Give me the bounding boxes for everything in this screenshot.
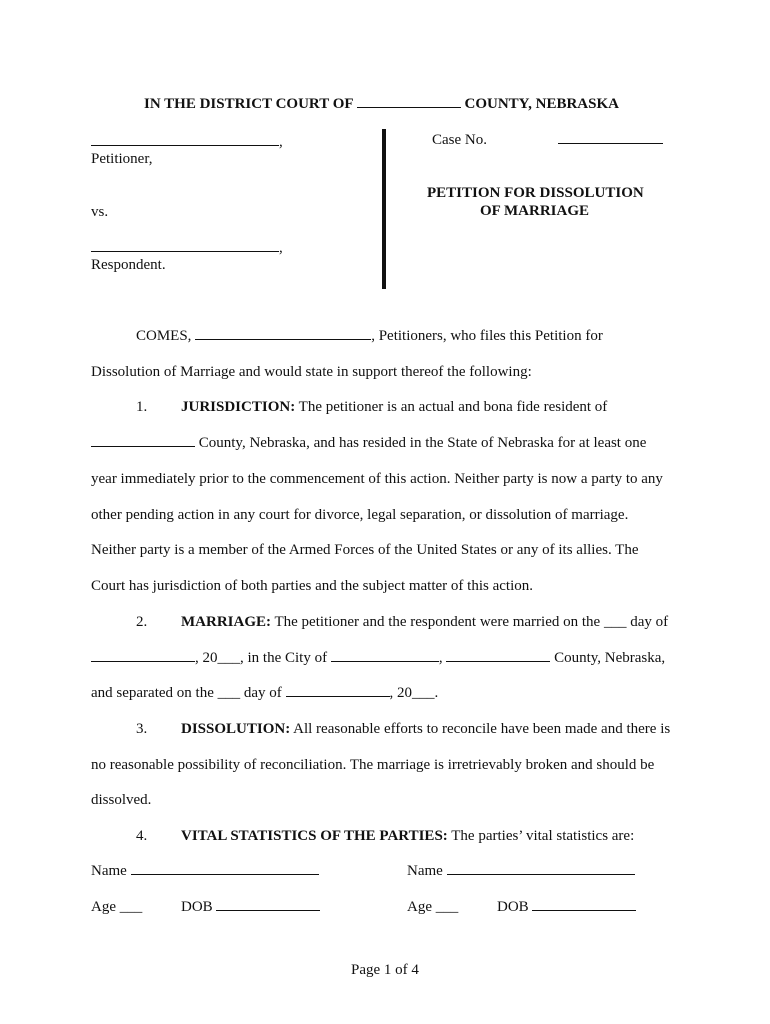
- court-header-prefix: IN THE DISTRICT COURT OF: [144, 96, 353, 112]
- party2-name-blank: [447, 862, 635, 875]
- petitioner-label: Petitioner,: [91, 151, 153, 167]
- party2-dob: DOB: [497, 898, 636, 916]
- court-header-suffix: COUNTY, NEBRASKA: [464, 96, 619, 112]
- section3-number: 3.: [136, 721, 148, 737]
- intro-line-1: COMES, , Petitioners, who files this Petition for: [136, 328, 603, 344]
- section1-line-5: Neither party is a member of the Armed Forces of the United States or any of its allies. The: [91, 542, 639, 558]
- section2-heading: MARRIAGE:: [181, 614, 271, 630]
- section1-line-4: other pending action in any court for divorce, legal separation, or dissolution of marriage.: [91, 507, 629, 523]
- section1-number: 1.: [136, 399, 148, 415]
- document-title-line2: OF MARRIAGE: [480, 203, 590, 219]
- section1-line-3: year immediately prior to the commencement of this action. Neither party is now a party to any: [91, 471, 663, 487]
- party1-dob: DOB: [181, 898, 320, 916]
- marriage-county-blank: [446, 649, 550, 662]
- marriage-city-blank: [331, 649, 439, 662]
- party1-age: Age ___: [91, 899, 143, 915]
- section4-heading-line: VITAL STATISTICS OF THE PARTIES: The parties’ vital statistics are:: [181, 828, 635, 844]
- section4-heading: VITAL STATISTICS OF THE PARTIES:: [181, 828, 448, 844]
- section2-heading-line: MARRIAGE: The petitioner and the respondent were married on the ___ day of: [181, 614, 669, 630]
- section1-line-6: Court has jurisdiction of both parties and the subject matter of this action.: [91, 578, 533, 594]
- section3-line-2: no reasonable possibility of reconciliation. The marriage is irretrievably broken and should be: [91, 757, 655, 773]
- case-no-label: Case No.: [432, 132, 487, 148]
- section2-number: 2.: [136, 614, 148, 630]
- case-number-blank: [558, 131, 663, 149]
- intro-line-2: Dissolution of Marriage and would state in support thereof the following:: [91, 364, 532, 380]
- party2-name: Name: [407, 862, 635, 880]
- separation-month-blank: [286, 684, 390, 697]
- case-number: [432, 131, 487, 149]
- petitioner-name-line: ,: [91, 133, 283, 151]
- section1-line-2: County, Nebraska, and has resided in the State of Nebraska for at least one: [91, 434, 646, 452]
- section4-number: 4.: [136, 828, 148, 844]
- marriage-month-blank: [91, 649, 195, 662]
- party1-name-blank: [131, 862, 319, 875]
- party2-age: Age ___: [407, 899, 459, 915]
- page-number: Page 1 of 4: [351, 962, 419, 978]
- party2-dob-blank: [532, 898, 636, 911]
- respondent-name-line: ,: [91, 239, 283, 257]
- section3-heading-line: DISSOLUTION: All reasonable efforts to reconcile have been made and there is: [181, 721, 671, 737]
- comes-name-blank: [195, 327, 371, 340]
- respondent-name-blank: [91, 239, 279, 252]
- petitioner-name-blank: [91, 133, 279, 146]
- party1-dob-blank: [216, 898, 320, 911]
- document-title-line1: PETITION FOR DISSOLUTION: [427, 185, 644, 201]
- caption-divider: [382, 129, 386, 289]
- vs-label: vs.: [91, 204, 109, 220]
- respondent-label: Respondent.: [91, 257, 166, 273]
- section3-line-3: dissolved.: [91, 792, 152, 808]
- county-blank: [357, 95, 461, 108]
- residence-county-blank: [91, 434, 195, 447]
- section2-line-2: , 20___, in the City of , County, Nebraska,: [91, 649, 665, 667]
- party1-name: Name: [91, 862, 319, 880]
- court-header: [144, 95, 619, 113]
- section1-line-1: [136, 398, 147, 416]
- section3-heading: DISSOLUTION:: [181, 721, 291, 737]
- section2-line-3: and separated on the ___ day of , 20___.: [91, 685, 439, 701]
- section1-heading: JURISDICTION:: [181, 399, 296, 415]
- section1-heading-line: JURISDICTION: The petitioner is an actual and bona fide resident of: [181, 399, 608, 415]
